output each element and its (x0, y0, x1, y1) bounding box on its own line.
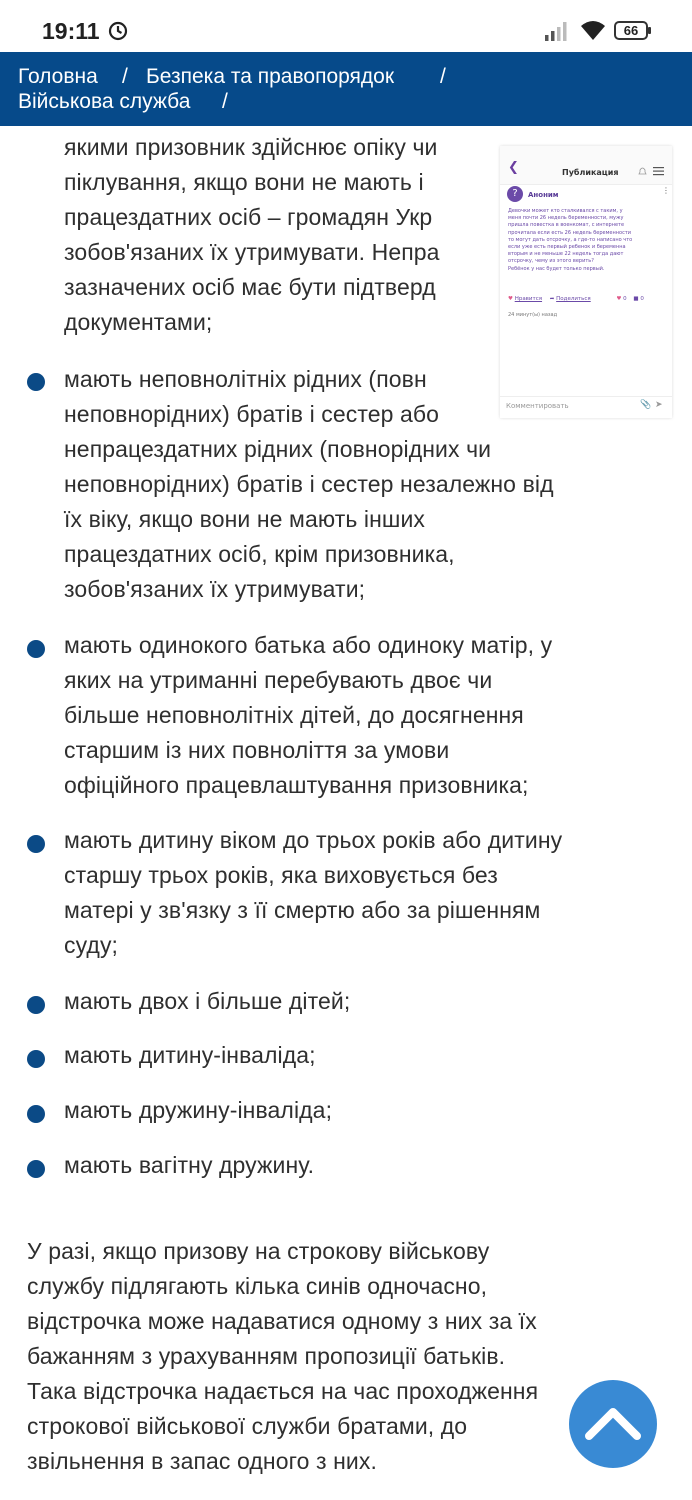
paragraph-line: звільнення в запас одного з них. (27, 1448, 377, 1474)
comment-input[interactable]: Комментировать (506, 402, 569, 410)
list-item-line: старшим із них повноліття за умови (64, 737, 450, 763)
list-item-line: піклування, якщо вони не мають і (64, 169, 424, 195)
comment-count-icon: ■ (633, 296, 639, 302)
breadcrumb-separator: / (222, 90, 228, 113)
list-item-line: офіційного працевлаштування призовника; (64, 772, 529, 798)
thumb-header-title: Публикация (562, 168, 619, 177)
thumb-post-line: вторым и не меньше 22 недель тогда дают (508, 251, 624, 258)
list-item-line: якими призовник здійснює опіку чи (64, 134, 438, 160)
list-item-line: неповнорідних) братів і сестер незалежно від (64, 471, 554, 497)
anonymous-avatar-icon: ? (507, 186, 523, 202)
status-bar (0, 0, 692, 52)
comments-count: 0 (640, 296, 644, 302)
list-item-line: зазначених осіб має бути підтверд (64, 274, 436, 300)
list-bullet (27, 996, 45, 1014)
list-item-line: суду; (64, 932, 119, 958)
list-item-line: працездатних осіб, крім призовника, (64, 541, 455, 567)
thumb-post-line: то могут дать отсрочку, а где-то написано что (508, 236, 633, 243)
paragraph-line: У разі, якщо призову на строкову військову (27, 1238, 490, 1264)
list-bullet (27, 373, 45, 391)
thumb-post-line: пришла повестка в военкомат, с интернете (508, 222, 625, 229)
chevron-left-icon: ❮ (508, 160, 519, 175)
list-item-line: документами; (64, 309, 213, 335)
breadcrumb-separator: / (440, 65, 446, 88)
list-item-line: яких на утриманні перебувають двоє чи (64, 667, 493, 693)
paragraph-line: Така відстрочка надається на час проходження (27, 1378, 539, 1404)
list-item-line: мають дитину віком до трьох років або дитину (64, 827, 563, 853)
more-vertical-icon: ⋮ (662, 186, 670, 195)
share-icon: ➦ (549, 296, 555, 302)
thumb-divider (500, 396, 672, 397)
breadcrumb-separator: / (122, 65, 128, 88)
list-bullet (27, 1160, 45, 1178)
list-item-line: зобов'язаних їх утримувати. Непра (64, 239, 440, 265)
scroll-to-top-button[interactable] (569, 1380, 657, 1468)
attach-icon[interactable]: 📎 (640, 400, 652, 410)
list-item-line: більше неповнолітніх дітей, до досягнення (64, 702, 524, 728)
share-link[interactable]: Поделиться (556, 296, 591, 302)
wifi-icon (580, 19, 606, 41)
breadcrumb (0, 52, 692, 126)
list-bullet (27, 1050, 45, 1068)
thumb-post-line: прочитала если есть 26 недель беременности (508, 229, 631, 236)
paragraph-line: строкової військової служби братами, до (27, 1413, 468, 1439)
list-item-line: мають одинокого батька або одиноку матір, у (64, 632, 553, 658)
send-icon[interactable]: ➤ (655, 400, 663, 410)
list-item-line: мають дитину-інваліда; (64, 1042, 316, 1068)
list-item-line: матері у зв'язку з її смертю або за рішенням (64, 897, 541, 923)
thumb-post-line: Девочки может кто сталкивался с таким, у (508, 208, 623, 214)
thumb-post-line: меня почти 26 недель беременности, мужу (508, 215, 624, 222)
thumb-post-line: отсрочку, чему из этого верить? (508, 258, 594, 265)
thumb-author: Аноним (528, 191, 559, 199)
list-item-line: мають двох і більше дітей; (64, 988, 351, 1014)
battery-icon: 66 (614, 21, 648, 40)
heart-icon: ♥ (508, 296, 513, 302)
list-bullet (27, 835, 45, 853)
heart-count-icon: ♥ (616, 296, 622, 302)
paragraph-line: службу підлягають кілька синів одночасно, (27, 1273, 488, 1299)
list-item-line: їх віку, якщо вони не мають інших (64, 506, 426, 532)
embedded-screenshot[interactable] (500, 146, 672, 418)
breadcrumb-military-service-link[interactable]: Військова служба (18, 90, 191, 113)
status-time: 19:11 (42, 18, 100, 44)
breadcrumb-home-link[interactable]: Головна (18, 65, 98, 88)
alarm-icon (108, 21, 128, 41)
paragraph-line: відстрочка може надаватися одному з них за їх (27, 1308, 537, 1334)
likes-count: 0 (623, 296, 627, 302)
breadcrumb-security-link[interactable]: Безпека та правопорядок (146, 65, 395, 88)
signal-icon (544, 20, 572, 42)
chevron-up-icon (569, 1380, 657, 1468)
list-item-line: мають неповнолітніх рідних (повн (64, 366, 427, 392)
paragraph-line: бажанням з урахуванням пропозиції батьків. (27, 1343, 506, 1369)
thumb-actions (508, 296, 668, 302)
thumb-post-line: если уже есть первый ребенок и беременна (508, 244, 626, 251)
thumb-post-body (508, 208, 664, 273)
thumb-post-line: Ребёнок у нас будет только первый. (508, 265, 605, 272)
list-bullet (27, 1105, 45, 1123)
list-item-line: мають дружину-інваліда; (64, 1097, 333, 1123)
list-item-line: неповнорідних) братів і сестер або (64, 401, 440, 427)
list-bullet (27, 640, 45, 658)
list-item-line: мають вагітну дружину. (64, 1152, 315, 1178)
list-item-line: непрацездатних рідних (повнорідних чи (64, 436, 492, 462)
list-item-line: зобов'язаних їх утримувати; (64, 576, 366, 602)
list-item-line: працездатних осіб – громадян Укр (64, 204, 433, 230)
thumb-time-ago: 24 минут(ы) назад (508, 312, 558, 318)
like-link[interactable]: Нравится (514, 296, 543, 302)
list-item-line: старшу трьох років, яка виховується без (64, 862, 498, 888)
